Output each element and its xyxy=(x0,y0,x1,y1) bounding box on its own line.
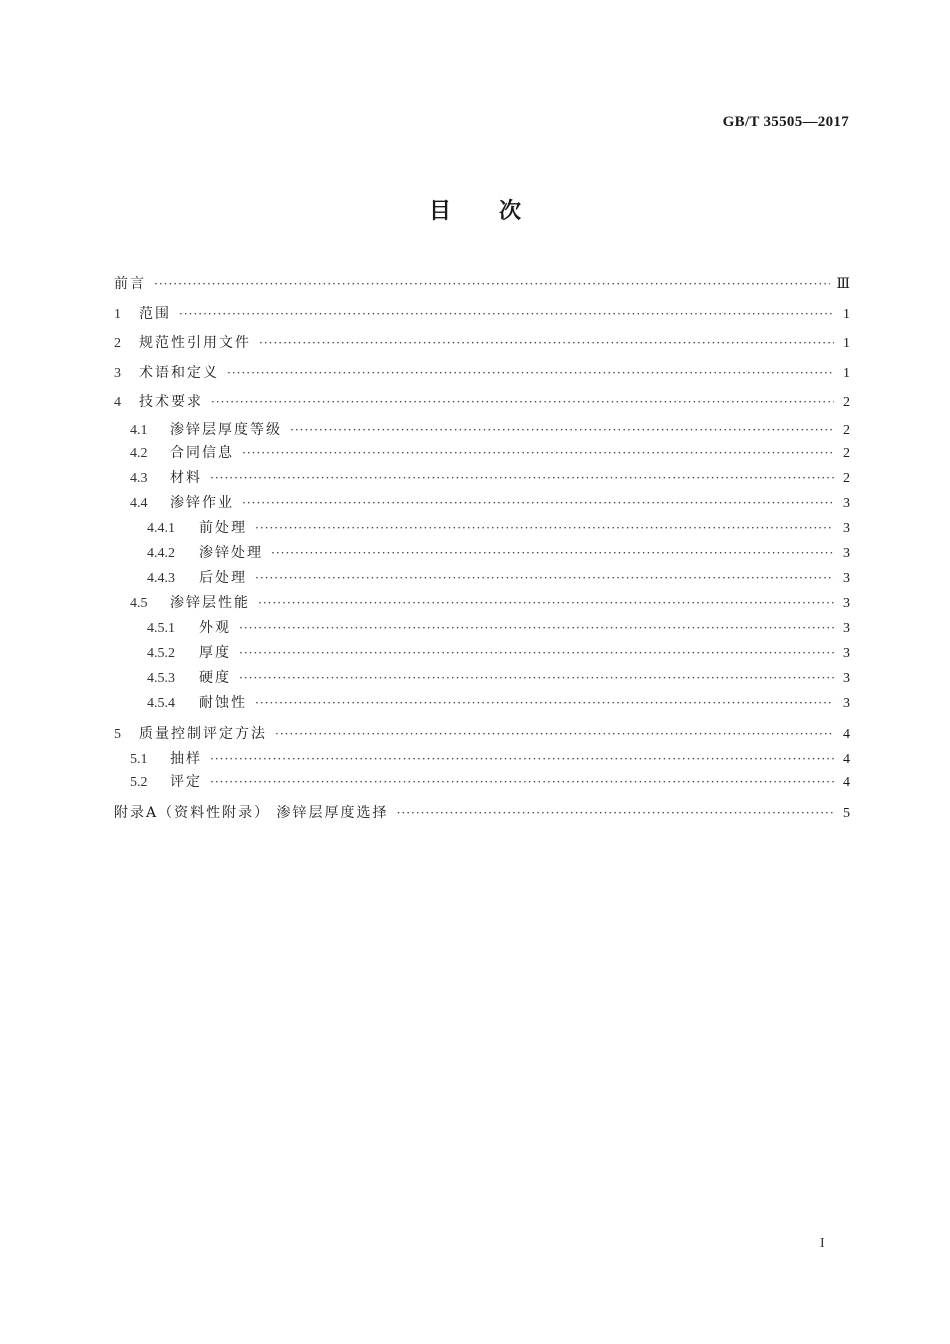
toc-entry[interactable] xyxy=(114,593,850,618)
toc-entry-page: 1 xyxy=(843,365,850,381)
toc-entry-page: 2 xyxy=(843,445,850,461)
dot-leader xyxy=(255,518,834,538)
toc-entry-number: 3 xyxy=(114,365,121,381)
toc-entry-number: 2 xyxy=(114,336,121,351)
toc-entry[interactable] xyxy=(114,568,850,593)
toc-entry-number: 4.5.4 xyxy=(147,695,175,711)
toc-entry-page: 3 xyxy=(843,670,850,686)
toc-entry[interactable] xyxy=(114,693,850,718)
toc-entry[interactable] xyxy=(114,388,850,418)
dot-leader xyxy=(154,274,830,294)
toc-entry-number: 4.1 xyxy=(130,422,148,438)
toc-entry[interactable] xyxy=(114,747,850,772)
toc-entry-label: 厚度 xyxy=(199,644,231,661)
toc-entry-number: 4.4.1 xyxy=(147,520,175,536)
toc-entry-page: 4 xyxy=(843,726,850,742)
toc-entry-label: 耐蚀性 xyxy=(199,694,247,711)
toc-entry-number: 4.4.2 xyxy=(147,545,175,561)
toc-entry-label: 技术要求 xyxy=(139,394,203,410)
dot-leader xyxy=(258,593,834,613)
toc-entry-page: 3 xyxy=(843,495,850,511)
toc-entry-number: 4.5.2 xyxy=(147,645,175,661)
toc-entry-label: 范围 xyxy=(139,305,171,322)
toc-entry-page: 3 xyxy=(843,620,850,636)
toc-entry-page: 4 xyxy=(843,752,850,767)
toc-entry[interactable] xyxy=(114,797,850,827)
toc-entry-label: 规范性引用文件 xyxy=(139,335,251,351)
dot-leader xyxy=(242,493,834,513)
toc-entry-number: 4 xyxy=(114,395,121,410)
dot-leader xyxy=(239,618,834,638)
toc-entry[interactable] xyxy=(114,718,850,748)
toc-entry-number: 4.2 xyxy=(130,445,148,461)
toc-entry-number: 1 xyxy=(114,306,121,322)
toc-entry-page: 5 xyxy=(843,806,850,821)
page-title: 目次 xyxy=(428,199,569,224)
toc-entry[interactable] xyxy=(114,329,850,359)
toc-entry-label: 质量控制评定方法 xyxy=(139,725,267,742)
toc-entry-number: 5.1 xyxy=(130,752,148,767)
toc-entry-page: 2 xyxy=(843,422,850,438)
toc-entry-page: Ⅲ xyxy=(836,277,850,292)
toc-entry-page: 3 xyxy=(843,545,850,561)
toc-entry-label: 渗锌层性能 xyxy=(170,594,250,611)
dot-leader xyxy=(271,543,834,563)
toc-entry-page: 3 xyxy=(843,595,850,611)
toc-entry-label: 硬度 xyxy=(199,669,231,686)
dot-leader xyxy=(397,803,834,823)
table-of-contents xyxy=(114,270,850,827)
toc-entry-label: 抽样 xyxy=(170,751,202,767)
toc-entry-label: 合同信息 xyxy=(170,444,234,461)
toc-entry[interactable] xyxy=(114,518,850,543)
toc-entry-number: 4.4 xyxy=(130,495,148,511)
toc-entry[interactable] xyxy=(114,643,850,668)
toc-entry-number: 5 xyxy=(114,726,121,742)
toc-entry[interactable] xyxy=(114,270,850,300)
toc-entry-number: 4.5.3 xyxy=(147,670,175,686)
dot-leader xyxy=(239,643,834,663)
toc-entry-page: 1 xyxy=(843,306,850,322)
toc-entry-page: 3 xyxy=(843,520,850,536)
toc-entry[interactable] xyxy=(114,668,850,693)
toc-entry-page: 4 xyxy=(843,775,850,790)
toc-entry[interactable] xyxy=(114,443,850,468)
toc-entry-page: 3 xyxy=(843,695,850,711)
dot-leader xyxy=(242,443,834,463)
toc-entry[interactable] xyxy=(114,618,850,643)
toc-entry[interactable] xyxy=(114,772,850,797)
toc-entry[interactable] xyxy=(114,300,850,330)
dot-leader xyxy=(210,772,834,792)
dot-leader xyxy=(239,668,834,688)
toc-entry-page: 2 xyxy=(843,470,850,486)
dot-leader xyxy=(210,468,834,488)
dot-leader xyxy=(290,420,834,440)
dot-leader xyxy=(179,304,834,324)
dot-leader xyxy=(210,749,834,769)
toc-entry-label: 后处理 xyxy=(199,569,247,586)
dot-leader xyxy=(259,333,834,353)
toc-entry-label: 评定 xyxy=(170,774,202,790)
toc-entry-label: 外观 xyxy=(199,619,231,636)
toc-entry-label: 渗锌层厚度等级 xyxy=(170,421,282,438)
toc-entry-number: 5.2 xyxy=(130,775,148,790)
toc-entry-label: 前处理 xyxy=(199,519,247,536)
toc-entry-number: 4.4.3 xyxy=(147,570,175,586)
toc-entry[interactable] xyxy=(114,543,850,568)
dot-leader xyxy=(255,568,834,588)
toc-entry-label: 前言 xyxy=(114,276,146,292)
dot-leader xyxy=(227,363,834,383)
toc-entry-page: 3 xyxy=(843,570,850,586)
toc-entry-page: 3 xyxy=(843,645,850,661)
standard-number: GB/T 35505—2017 xyxy=(722,114,849,130)
toc-entry-number: 4.5 xyxy=(130,595,148,611)
toc-entry-label: 渗锌处理 xyxy=(199,544,263,561)
toc-entry-number: 4.3 xyxy=(130,470,148,486)
toc-entry-label: 材料 xyxy=(170,469,202,486)
toc-entry[interactable] xyxy=(114,418,850,443)
toc-entry-page: 2 xyxy=(843,395,850,410)
toc-entry[interactable] xyxy=(114,493,850,518)
toc-entry-label: 术语和定义 xyxy=(139,364,219,381)
page-number: I xyxy=(820,1236,825,1251)
toc-entry-number: 4.5.1 xyxy=(147,620,175,636)
toc-entry[interactable] xyxy=(114,359,850,389)
toc-entry-label: 渗锌作业 xyxy=(170,494,234,511)
dot-leader xyxy=(211,392,834,412)
toc-entry[interactable] xyxy=(114,468,850,493)
dot-leader xyxy=(255,693,834,713)
toc-entry-page: 1 xyxy=(843,336,850,351)
dot-leader xyxy=(275,724,834,744)
toc-entry-label: 附录A（资料性附录） 渗锌层厚度选择 xyxy=(114,805,389,821)
